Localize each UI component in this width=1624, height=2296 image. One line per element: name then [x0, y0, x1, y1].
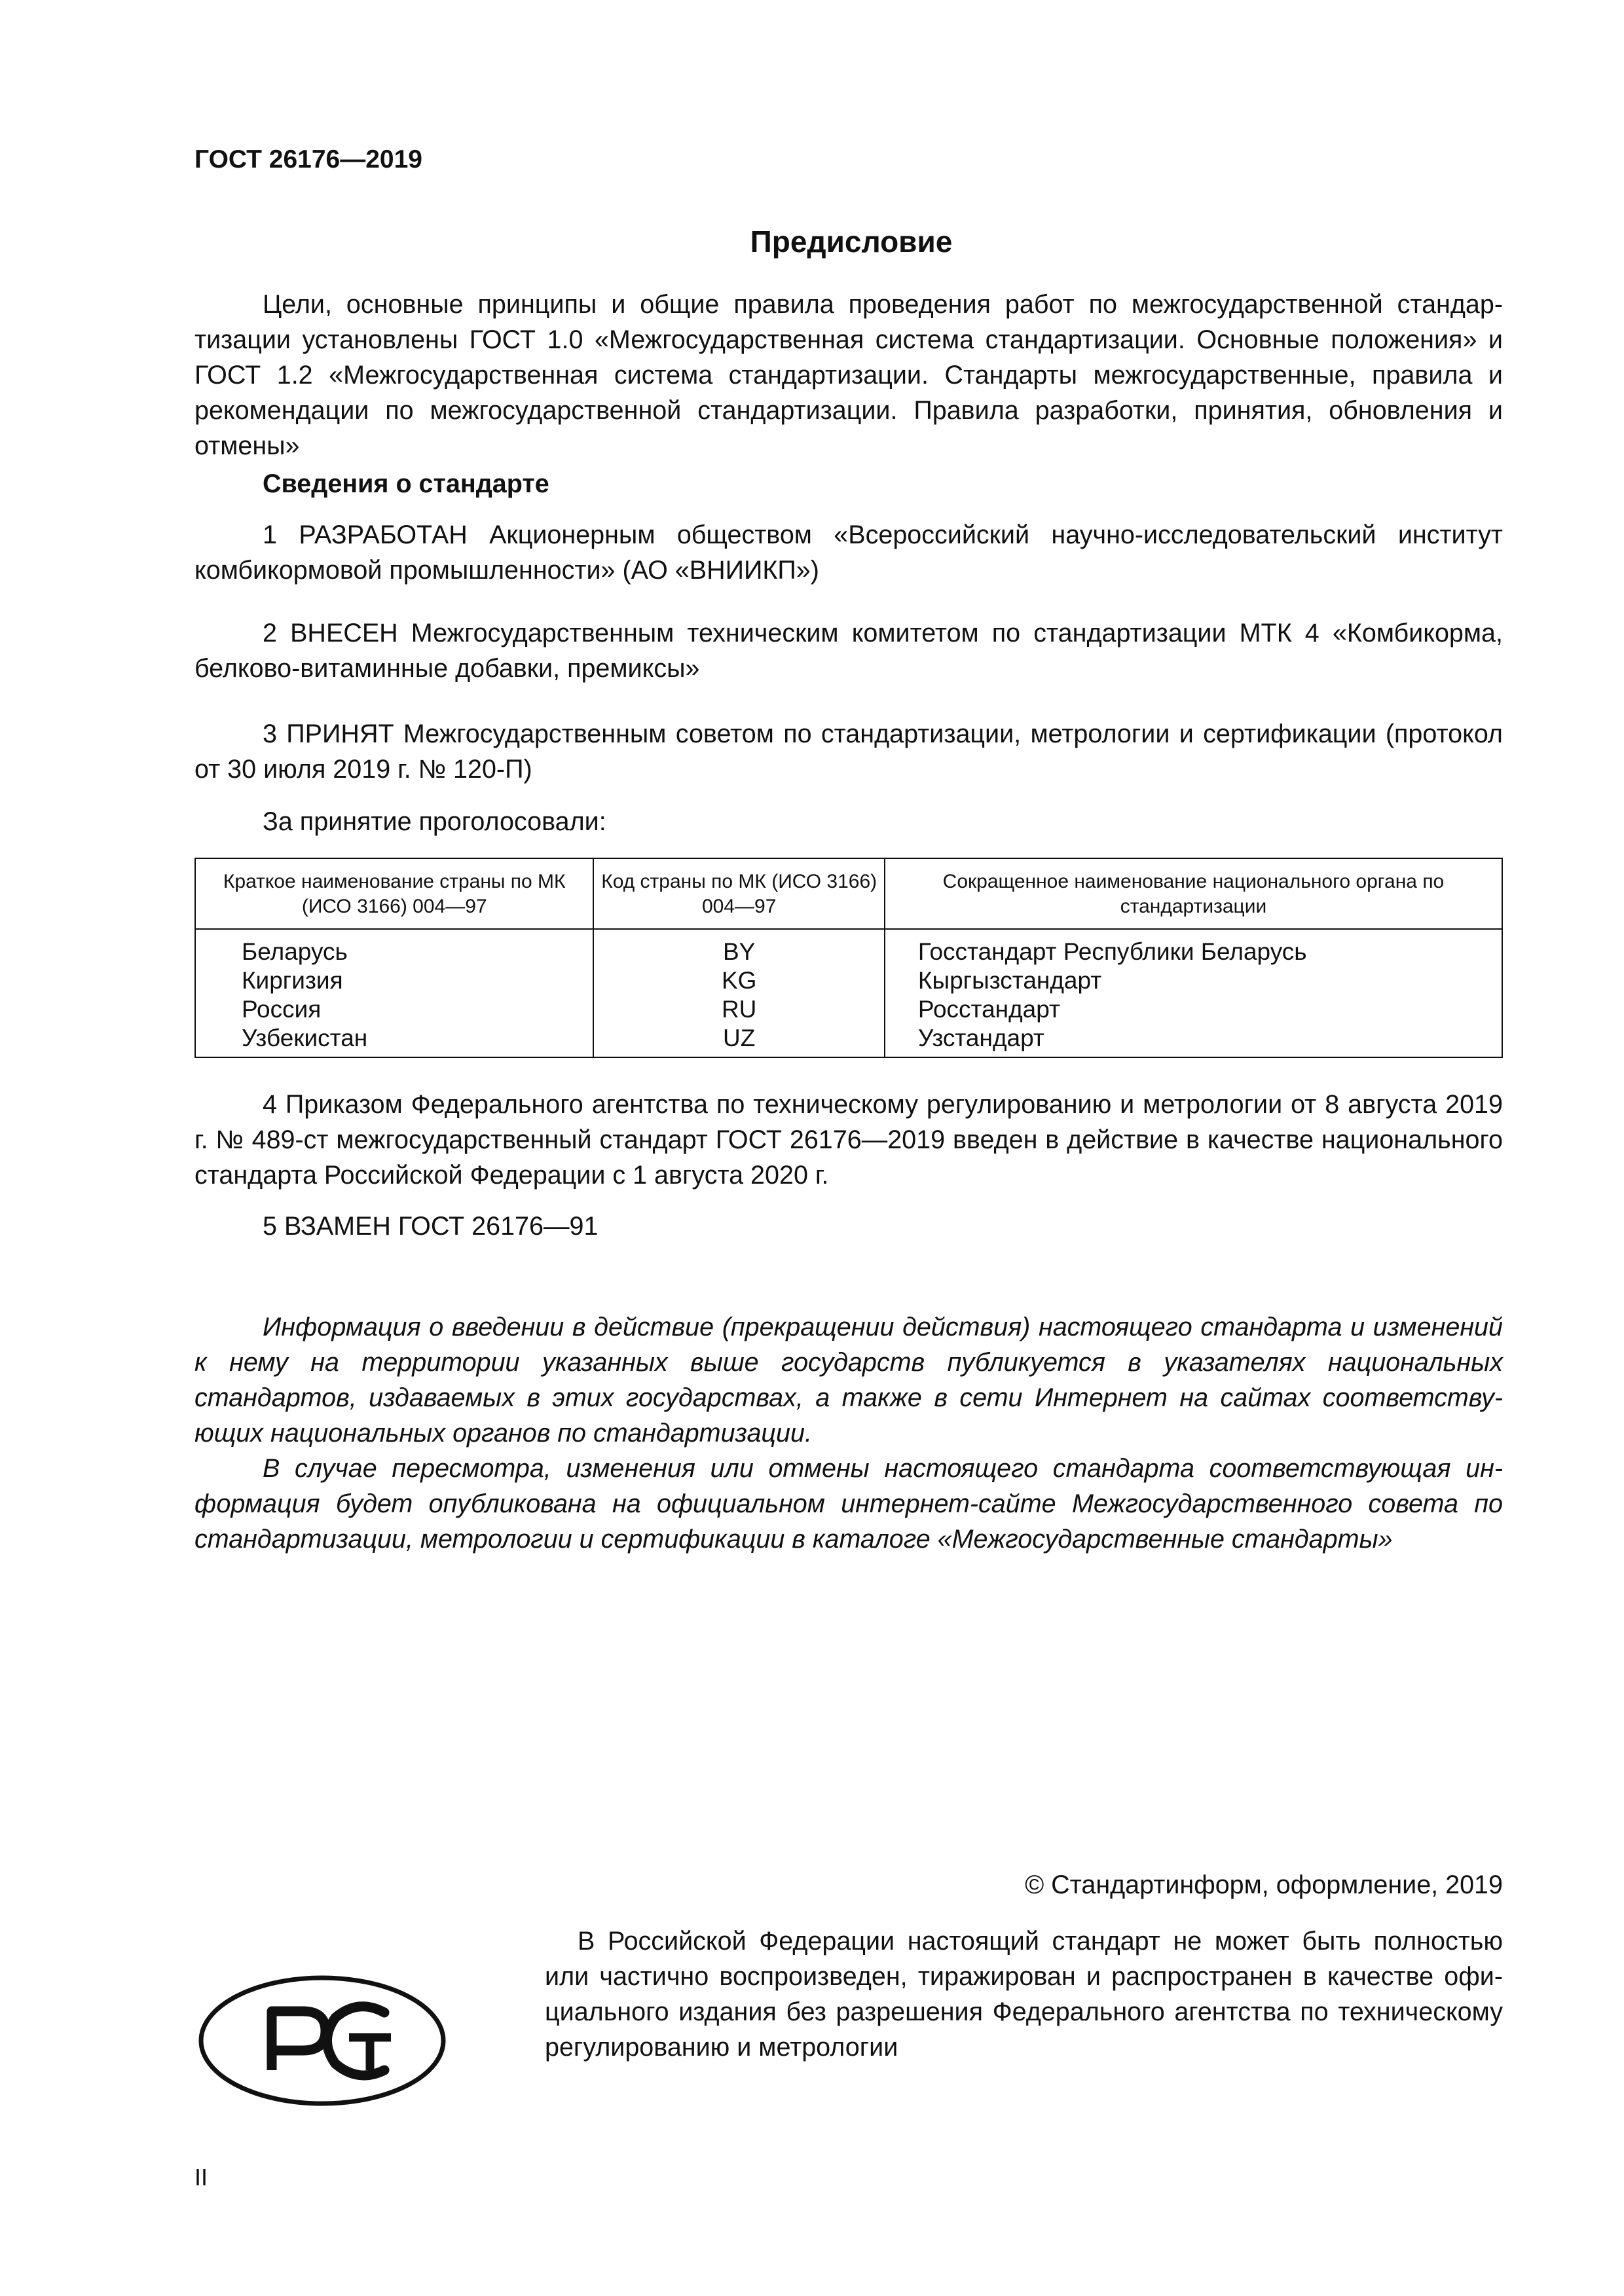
country-code: BY — [723, 938, 756, 965]
rst-conformity-mark-icon — [194, 1972, 450, 2109]
country-name: Узбекистан — [242, 1025, 368, 1051]
organ-name: Госстандарт Республики Беларусь — [917, 938, 1307, 965]
page-number: II — [194, 2164, 208, 2191]
rights-text: В Российской Федерации настоящий стандарт не может быть полностью или частично воспроизведен, тиражирован и распространен в качестве официального издания без разрешения Федерального агентства по техническому регулированию и метрологии — [545, 1927, 1503, 2062]
copyright-block — [194, 1867, 1503, 1903]
item-5-block — [194, 1209, 1503, 1244]
item-2-block — [194, 615, 1503, 686]
subheading-block — [194, 466, 1503, 501]
country-name: Россия — [242, 996, 322, 1023]
document-header: ГОСТ 26176—2019 — [194, 145, 422, 173]
table-row — [195, 929, 1502, 1057]
table-header-row — [195, 858, 1502, 929]
country-codes-cell — [593, 929, 884, 1057]
item-1-block — [194, 517, 1503, 588]
header-organ-name: Сокращенное наименование национального органа по стандартизации — [885, 858, 1502, 929]
rights-block — [545, 1923, 1503, 2065]
item-5: 5 ВЗАМЕН ГОСТ 26176—91 — [263, 1212, 599, 1241]
intro-paragraph: Цели, основные принципы и общие правила проведения работ по межгосударственной стандартизации установлены ГОСТ 1.0 «Межгосударственная система стандартизации. Основные положения» и ГОСТ 1.2 «Межгосударственная система стандартизации. Стандарты межгосударственные, правила и рекомендации по межгосударственной стандартизации. Правила разработки, принятия, обновления и отмены» — [194, 290, 1503, 460]
organ-name: Узстандарт — [917, 1025, 1044, 1051]
countries-table — [194, 858, 1503, 1058]
vote-caption: За принятие проголосовали: — [263, 807, 606, 836]
notice-paragraph-1: Информация о введении в действие (прекращении действия) настоящего стандарта и изменений к нему на территории указанных выше государств публикуется в указателях национальных стандартов, издаваемых в этих государствах, а также в сети Интернет на сайтах соответствующих национальных органов по стандартизации. — [194, 1313, 1503, 1448]
country-name: Киргизия — [242, 967, 343, 994]
header-country-code: Код страны по МК (ИСО 3166) 004—97 — [593, 858, 884, 929]
subheading: Сведения о стандарте — [263, 469, 549, 498]
item-4-block — [194, 1087, 1503, 1193]
country-name: Беларусь — [242, 938, 348, 965]
intro-block — [194, 287, 1503, 464]
organ-names-cell — [885, 929, 1502, 1057]
countries-table-block — [194, 858, 1503, 1058]
item-4: 4 Приказом Федерального агентства по техническому регулированию и метрологии от 8 августа 2019 г. № 489-ст межгосударственный стандарт ГОСТ 26176—2019 введен в действие в качестве национального стандарта Российской Федерации с 1 августа 2020 г. — [194, 1090, 1503, 1190]
header-country-name: Краткое наименование страны по МК (ИСО 3166) 004—97 — [195, 858, 593, 929]
vote-block — [194, 804, 1503, 839]
country-code: UZ — [723, 1025, 756, 1051]
item-2: 2 ВНЕСЕН Межгосударственным техническим комитетом по стандартизации МТК 4 «Комбикорма, белково-витаминные добавки, премиксы» — [194, 619, 1503, 683]
notice-paragraph-2: В случае пересмотра, изменения или отмены настоящего стандарта соответствующая информация будет опубликована на официальном интернет-сайте Межгосударственного совета по стандартизации, метрологии и сертификации в каталоге «Межгосударственные стандарты» — [194, 1454, 1503, 1554]
organ-name: Кыргызстандарт — [917, 967, 1102, 994]
country-names-cell — [195, 929, 593, 1057]
item-1: 1 РАЗРАБОТАН Акционерным обществом «Всероссийский научно-исследовательский институт комбикормовой промышленности» (АО «ВНИИКП») — [194, 520, 1503, 585]
copyright-text: © Стандартинформ, оформление, 2019 — [1025, 1870, 1503, 1899]
item-3-block — [194, 716, 1503, 787]
item-3: 3 ПРИНЯТ Межгосударственным советом по стандартизации, метрологии и сертификации (протокол от 30 июля 2019 г. № 120-П) — [194, 720, 1503, 784]
organ-name: Росстандарт — [917, 996, 1060, 1023]
notice-block — [194, 1309, 1503, 1557]
country-code: RU — [721, 996, 757, 1023]
page-title: Предисловие — [750, 225, 953, 259]
country-code: KG — [721, 967, 757, 994]
